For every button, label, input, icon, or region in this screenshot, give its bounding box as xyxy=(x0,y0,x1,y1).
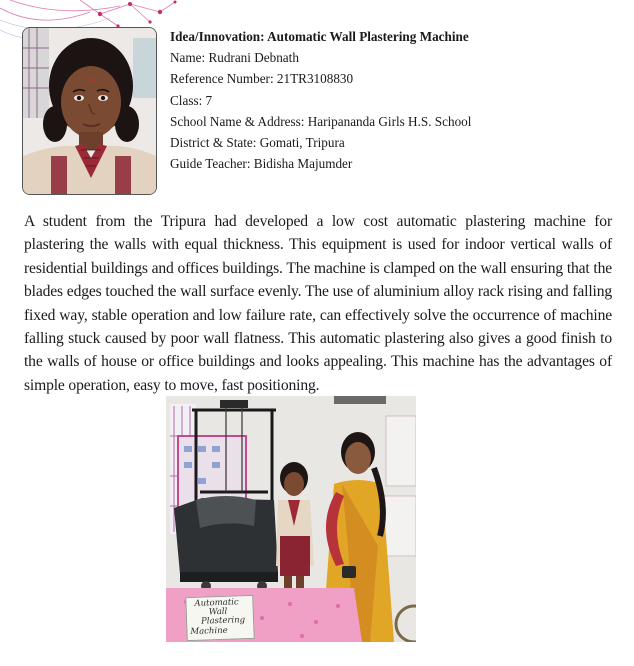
student-portrait xyxy=(22,27,157,195)
district-state: District & State: Gomati, Tripura xyxy=(170,135,345,151)
machine-photo xyxy=(166,396,416,642)
innovation-title-label: Idea/Innovation: xyxy=(170,29,265,44)
caption-line-2: Wall xyxy=(208,606,228,618)
caption-line-1: Automatic xyxy=(194,597,239,609)
school-name-address: School Name & Address: Haripananda Girls H.S. School xyxy=(170,113,472,129)
caption-line-4: Machine xyxy=(190,625,228,638)
student-name: Name: Rudrani Debnath xyxy=(170,50,299,66)
student-info xyxy=(170,26,610,174)
reference-number: Reference Number: 21TR3108830 xyxy=(170,71,354,87)
machine-caption-card xyxy=(185,595,254,641)
description-paragraph: A student from the Tripura had developed a low cost automatic plastering machine for plastering the walls with equal thickness. This equipment is used for indoor vertical walls of residential buildings and offices buildings. The machine is clamped on the wall ensuring that the blades edges touched the wall surface evenly. The use of aluminium alloy rack rising and falling fixed way, stable operation and low failure rate, can effectively solve the occurrence of machine falling stuck caused by poor wall flatness. This automatic plastering also gives a good finish to the walls of house or office buildings and looks appealing. This machine has the advantages of simple operation, easy to move, fast positioning. xyxy=(24,213,612,394)
innovation-title xyxy=(170,26,610,47)
innovation-title-value: Automatic Wall Plastering Machine xyxy=(267,29,469,44)
caption-line-3: Plastering xyxy=(200,615,246,627)
student-class: Class: 7 xyxy=(170,92,213,108)
guide-teacher: Guide Teacher: Bidisha Majumder xyxy=(170,156,353,172)
